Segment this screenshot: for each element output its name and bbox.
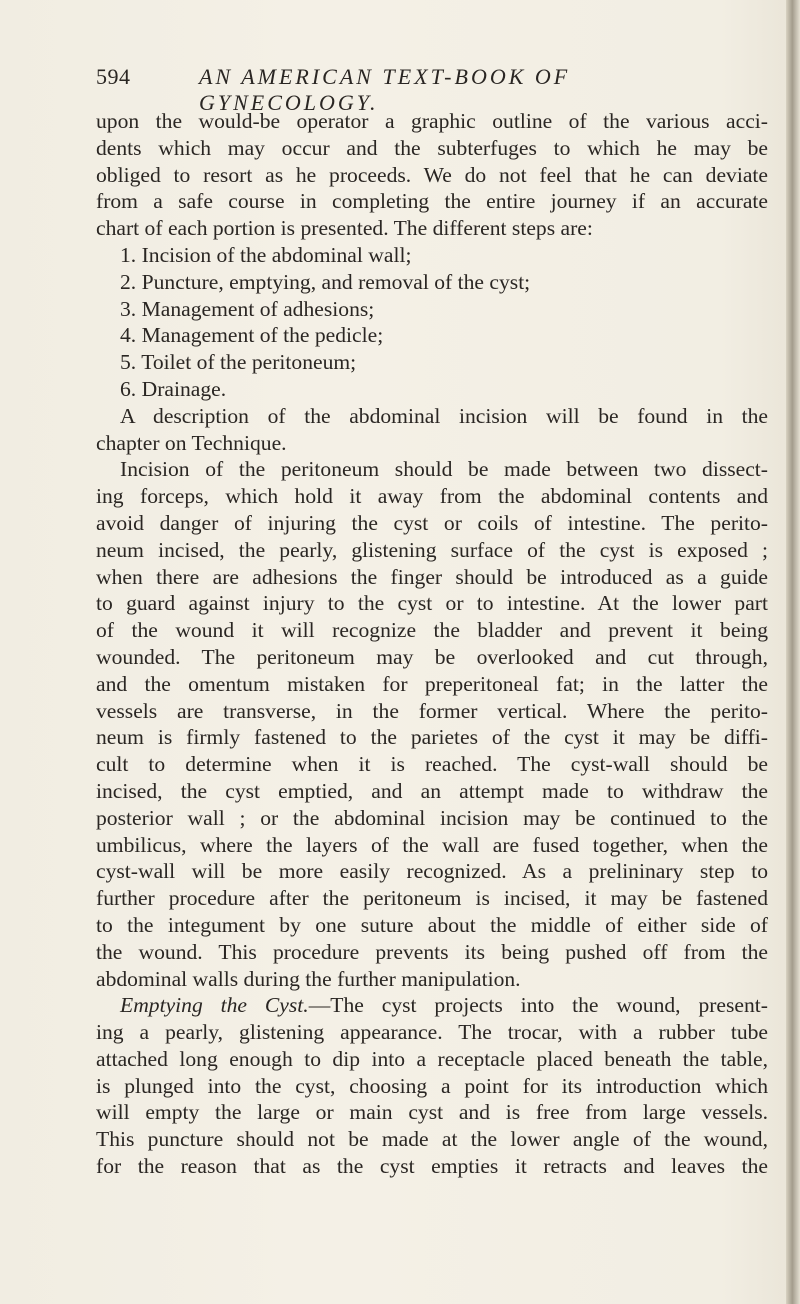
- text-line-content: when there are adhesions the finger should be introduced as a guide: [96, 564, 768, 589]
- text-line: [96, 1126, 768, 1153]
- text-line-content: chart of each portion is presented. The different steps are:: [96, 216, 593, 241]
- text-line: [96, 1046, 768, 1073]
- text-line-content: cult to determine when it is reached. The cyst-wall should be: [96, 752, 768, 777]
- text-line-content: posterior wall ; or the abdominal incision may be continued to the: [96, 805, 768, 830]
- text-line: [96, 671, 768, 698]
- text-line-content: from a safe course in completing the entire journey if an accurate: [96, 189, 768, 214]
- text-line: [96, 912, 768, 939]
- text-line: [96, 1019, 768, 1046]
- section-heading-italic: Emptying the Cyst.: [120, 993, 309, 1018]
- text-line: [96, 644, 768, 671]
- text-line: [96, 564, 768, 591]
- text-line-content: wounded. The peritoneum may be overlooked and cut through,: [96, 644, 768, 669]
- text-line-content: This puncture should not be made at the lower angle of the wound,: [96, 1127, 768, 1152]
- text-line-content: neum incised, the pearly, glistening surface of the cyst is exposed ;: [96, 537, 768, 562]
- text-line: [96, 215, 768, 242]
- text-line-content: ing forceps, which hold it away from the abdominal contents and: [96, 484, 768, 509]
- text-line: [96, 617, 768, 644]
- page-header: [96, 64, 736, 115]
- text-line-content: umbilicus, where the layers of the wall are fused together, when the: [96, 832, 768, 857]
- text-line: [96, 1073, 768, 1100]
- text-line-content: 1. Incision of the abdominal wall;: [120, 242, 412, 267]
- text-line-content: Incision of the peritoneum should be made between two dissect-: [120, 457, 768, 482]
- text-line-content: further procedure after the peritoneum is incised, it may be fastened: [96, 886, 768, 911]
- text-line-content: —The cyst projects into the wound, present-: [308, 993, 768, 1018]
- text-line-content: upon the would-be operator a graphic outline of the various acci-: [96, 109, 768, 133]
- text-line-content: for the reason that as the cyst empties it retracts and leaves the: [96, 1154, 768, 1179]
- text-line: [96, 135, 768, 162]
- text-line: [96, 590, 768, 617]
- text-line: [96, 885, 768, 912]
- text-line-content: attached long enough to dip into a receptacle placed beneath the table,: [96, 1046, 768, 1071]
- text-line-content: 5. Toilet of the peritoneum;: [120, 350, 357, 375]
- text-line: [96, 724, 768, 751]
- text-line-content: A description of the abdominal incision will be found in the: [120, 403, 768, 428]
- text-line: [96, 430, 768, 457]
- text-line: [96, 858, 768, 885]
- text-line-content: vessels are transverse, in the former vertical. Where the perito-: [96, 698, 768, 723]
- text-line: [96, 966, 768, 993]
- text-line: [96, 322, 768, 349]
- page-number: 594: [96, 64, 131, 89]
- text-line-content: cyst-wall will be more easily recognized. As a prelininary step to: [96, 859, 768, 884]
- running-title: AN AMERICAN TEXT-BOOK OF GYNECOLOGY.: [199, 64, 571, 115]
- text-line: [96, 751, 768, 778]
- text-line-content: chapter on Technique.: [96, 430, 287, 455]
- text-line-content: is plunged into the cyst, choosing a point for its introduction which: [96, 1073, 768, 1098]
- text-line: [96, 1099, 768, 1126]
- text-line: [96, 296, 768, 323]
- text-line-content: avoid danger of injuring the cyst or coils of intestine. The perito-: [96, 510, 768, 535]
- text-line: [96, 188, 768, 215]
- text-line: [96, 162, 768, 189]
- text-line: [96, 456, 768, 483]
- text-line: [96, 349, 768, 376]
- text-line-content: abdominal walls during the further manipulation.: [96, 966, 521, 991]
- text-line: [96, 108, 768, 135]
- text-line-content: of the wound it will recognize the bladder and prevent it being: [96, 618, 768, 643]
- text-line-content: and the omentum mistaken for preperitoneal fat; in the latter the: [96, 671, 768, 696]
- text-line: [96, 483, 768, 510]
- text-line-content: 4. Management of the pedicle;: [120, 323, 384, 348]
- body-text: [96, 108, 768, 1180]
- text-line: [96, 805, 768, 832]
- text-line: [96, 832, 768, 859]
- text-line: [96, 537, 768, 564]
- text-line: [96, 992, 768, 1019]
- text-line: [96, 376, 768, 403]
- text-line: [96, 403, 768, 430]
- text-line-content: 3. Management of adhesions;: [120, 296, 375, 321]
- text-line-content: 6. Drainage.: [120, 376, 227, 401]
- text-line-content: dents which may occur and the subterfuges to which he may be: [96, 135, 768, 160]
- text-line: [96, 698, 768, 725]
- text-line-content: incised, the cyst emptied, and an attempt made to withdraw the: [96, 778, 768, 803]
- text-line: [96, 1153, 768, 1180]
- text-line-content: ing a pearly, glistening appearance. The trocar, with a rubber tube: [96, 1020, 768, 1045]
- text-line: [96, 242, 768, 269]
- text-line-content: obliged to resort as he proceeds. We do not feel that he can deviate: [96, 162, 768, 187]
- text-line: [96, 939, 768, 966]
- text-line-content: the wound. This procedure prevents its being pushed off from the: [96, 939, 768, 964]
- text-line: [96, 510, 768, 537]
- text-line-content: to the integument by one suture about the middle of either side of: [96, 912, 768, 937]
- text-line-content: will empty the large or main cyst and is free from large vessels.: [96, 1100, 768, 1125]
- text-line-content: to guard against injury to the cyst or to intestine. At the lower part: [96, 591, 768, 616]
- text-line-content: 2. Puncture, emptying, and removal of the cyst;: [120, 269, 531, 294]
- text-line: [96, 269, 768, 296]
- text-line-content: neum is firmly fastened to the parietes of the cyst it may be diffi-: [96, 725, 768, 750]
- page-edge-shadow: [786, 0, 800, 1304]
- text-line: [96, 778, 768, 805]
